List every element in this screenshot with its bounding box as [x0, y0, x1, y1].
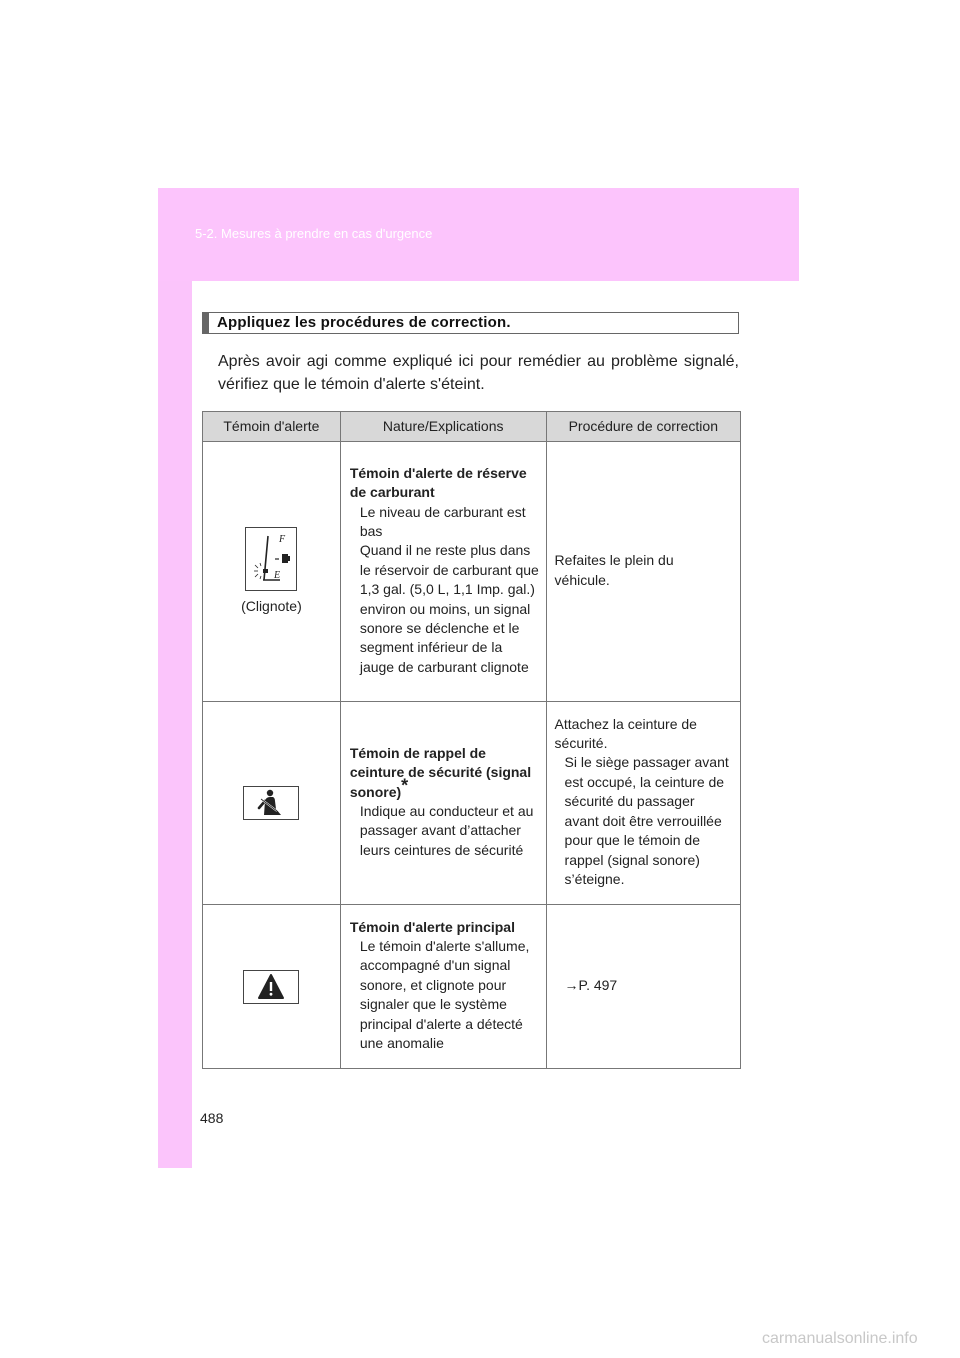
correction-cell: [546, 905, 740, 1069]
icon-cell: [203, 442, 341, 702]
svg-text:F: F: [279, 533, 286, 545]
master-warning-icon: [243, 970, 299, 1004]
column-header: Nature/Explications: [340, 412, 546, 442]
page-reference-link[interactable]: →P. 497: [564, 976, 618, 993]
icon-cell: [203, 702, 341, 905]
watermark: carmanualsonline.info: [762, 1330, 918, 1347]
column-header: Procédure de correction: [546, 412, 740, 442]
explanation-cell: [340, 442, 546, 702]
icon-cell: [203, 905, 341, 1069]
page-number: 488: [200, 1110, 224, 1126]
explanation-line: Le niveau de carburant est bas: [359, 503, 526, 539]
explanation-cell: [340, 702, 546, 905]
correction-note: Si le siège passager avant est occupé, la ceinture de sécurité du passager avant doit être verrouillée pour que le témoin de rappel (signal sonore) s’éteigne.: [564, 754, 729, 887]
side-tab-strip: [158, 188, 192, 1168]
explanation-line: Indique au conducteur et au passager avant d’attacher leurs ceintures de sécurité: [359, 803, 534, 858]
seatbelt-icon: [243, 786, 299, 820]
svg-text:E: E: [274, 569, 281, 581]
section-marker: [203, 313, 209, 333]
warning-lights-table: [202, 411, 741, 1069]
section-title-bar: [202, 312, 739, 334]
warning-title: [350, 744, 540, 802]
fuel-gauge-icon: [245, 527, 297, 591]
column-header: Témoin d'alerte: [203, 412, 341, 442]
warning-title: Témoin d'alerte principal: [349, 918, 515, 935]
explanation-line: Quand il ne reste plus dans le réservoir de carburant que 1,3 gal. (5,0 L, 1,1 Imp. gal.) environ ou moins, un signal sonore se déclenche et le segment inférieur de la jauge de carburant clignote: [359, 542, 539, 675]
warning-title-text: Témoin de rappel de ceinture de sécurité (signal sonore): [349, 744, 532, 800]
chapter-header-title: 5-2. Mesures à prendre en cas d'urgence: [195, 226, 433, 241]
explanation-cell: [340, 905, 546, 1069]
explanation-line: Le témoin d'alerte s'allume, accompagné d'un signal sonore, et clignote pour signaler que le système principal d'alerte a détecté une anomalie: [359, 937, 530, 1052]
correction-text: Attachez la ceinture de sécurité.: [554, 715, 697, 752]
correction-cell: [546, 702, 740, 905]
correction-text: Refaites le plein du véhicule.: [554, 552, 674, 588]
section-title: Appliquez les procédures de correction.: [217, 314, 511, 331]
table-header-row: [203, 412, 741, 442]
table-row: [203, 442, 741, 702]
icon-caption: (Clignote): [241, 597, 302, 614]
intro-paragraph: Après avoir agi comme expliqué ici pour remédier au problème signalé, vérifiez que le témoin d'alerte s'éteint.: [218, 353, 739, 393]
correction-cell: [546, 442, 740, 702]
table-row: [203, 702, 741, 905]
warning-title: Témoin d'alerte de réserve de carburant: [349, 464, 527, 501]
table-row: [203, 905, 741, 1069]
footnote-mark: *: [401, 774, 409, 795]
